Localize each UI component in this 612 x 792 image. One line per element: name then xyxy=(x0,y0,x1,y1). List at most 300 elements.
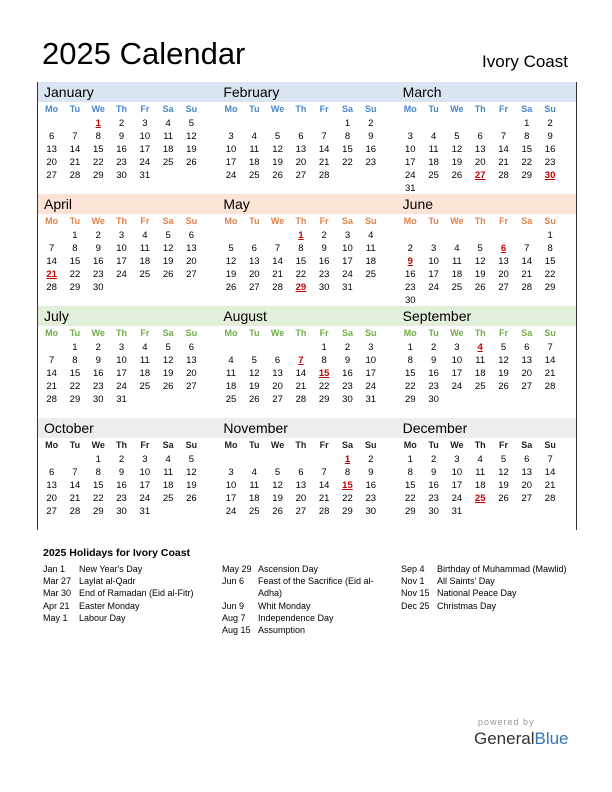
weekday-label: Th xyxy=(116,440,128,450)
weekday-label: Su xyxy=(544,216,556,226)
day-cell: 28 xyxy=(544,381,556,392)
day-cell: 23 xyxy=(116,493,127,504)
day-cell: 6 xyxy=(251,243,257,254)
day-cell: 2 xyxy=(407,243,413,254)
day-cell: 7 xyxy=(321,467,327,478)
day-cell xyxy=(40,453,63,466)
day-cell: 27 xyxy=(498,282,509,293)
weekday-label: We xyxy=(91,440,105,450)
week-row xyxy=(217,169,396,182)
weekday-label: Sa xyxy=(162,216,174,226)
day-cell: 20 xyxy=(186,256,197,267)
month-name: April xyxy=(38,194,217,214)
day-cell: 13 xyxy=(521,355,533,366)
holiday-item xyxy=(401,575,567,587)
day-cell: 16 xyxy=(116,480,127,491)
holiday-item xyxy=(43,563,194,575)
day-cell: 18 xyxy=(139,368,151,379)
week-row xyxy=(217,354,396,367)
day-cell: 23 xyxy=(365,157,377,168)
day-cell: 6 xyxy=(298,467,304,478)
day-cell xyxy=(156,169,179,182)
weekday-label: We xyxy=(450,104,464,114)
day-cell: 3 xyxy=(454,454,460,465)
day-cell: 30 xyxy=(544,170,556,181)
day-cell: 29 xyxy=(69,282,81,293)
weekday-label: We xyxy=(450,328,464,338)
day-cell: 23 xyxy=(92,269,104,280)
day-cell: 6 xyxy=(524,342,530,353)
month-november xyxy=(217,418,396,530)
day-cell xyxy=(422,229,445,242)
day-cell: 13 xyxy=(272,368,283,379)
day-cell: 12 xyxy=(451,144,463,155)
day-cell: 30 xyxy=(92,394,104,405)
day-cell: 10 xyxy=(365,355,377,366)
week-row xyxy=(217,453,396,466)
day-cell: 18 xyxy=(162,480,174,491)
weekday-header xyxy=(217,438,396,453)
week-row xyxy=(38,130,217,143)
weekday-label: Sa xyxy=(521,440,533,450)
day-cell xyxy=(399,117,422,130)
day-cell: 15 xyxy=(544,256,556,267)
day-cell: 30 xyxy=(428,394,439,405)
month-name: December xyxy=(397,418,576,438)
day-cell: 22 xyxy=(318,381,330,392)
day-cell: 26 xyxy=(474,282,486,293)
day-cell: 12 xyxy=(498,467,509,478)
week-row xyxy=(217,505,396,518)
week-row xyxy=(397,466,576,479)
day-cell xyxy=(469,229,492,242)
weekday-label: We xyxy=(270,328,285,338)
day-cell: 25 xyxy=(428,170,439,181)
day-cell: 20 xyxy=(272,381,283,392)
weekday-header xyxy=(217,102,396,117)
day-cell xyxy=(219,453,242,466)
day-cell: 27 xyxy=(474,170,486,181)
week-row xyxy=(397,492,576,505)
day-cell: 6 xyxy=(477,131,483,142)
month-row xyxy=(38,194,576,306)
day-cell xyxy=(110,281,133,294)
day-cell xyxy=(445,393,468,406)
day-cell: 18 xyxy=(474,368,486,379)
day-cell: 6 xyxy=(298,131,304,142)
day-cell: 19 xyxy=(162,256,174,267)
day-cell: 11 xyxy=(249,144,260,155)
day-cell: 19 xyxy=(248,381,260,392)
day-cell: 3 xyxy=(228,131,234,142)
holiday-name: Independence Day xyxy=(258,612,334,623)
week-row xyxy=(38,505,217,518)
weekday-label: Mo xyxy=(403,440,417,450)
day-cell: 11 xyxy=(451,256,462,267)
day-cell: 19 xyxy=(272,157,283,168)
day-cell: 14 xyxy=(46,368,57,379)
day-cell: 29 xyxy=(521,170,533,181)
day-cell: 18 xyxy=(451,269,463,280)
holiday-date: Apr 21 xyxy=(43,600,70,611)
day-cell: 9 xyxy=(95,243,101,254)
weekday-label: Tu xyxy=(428,440,439,450)
day-cell: 4 xyxy=(165,454,171,465)
month-june xyxy=(397,194,576,306)
day-cell: 21 xyxy=(544,368,556,379)
week-row xyxy=(38,492,217,505)
day-cell: 13 xyxy=(186,243,197,254)
weekday-label: Su xyxy=(365,440,377,450)
day-cell: 8 xyxy=(407,355,413,366)
day-cell: 20 xyxy=(186,368,197,379)
day-cell: 14 xyxy=(318,144,330,155)
day-cell: 10 xyxy=(451,355,463,366)
day-cell: 17 xyxy=(342,256,353,267)
weekday-header xyxy=(38,326,217,341)
day-cell: 8 xyxy=(524,131,530,142)
weekday-header xyxy=(397,438,576,453)
day-cell: 1 xyxy=(72,342,78,353)
day-cell: 25 xyxy=(139,269,151,280)
day-cell: 9 xyxy=(118,131,125,142)
weekday-label: Th xyxy=(295,328,307,338)
month-name: October xyxy=(38,418,217,438)
week-row xyxy=(217,156,396,169)
day-cell: 20 xyxy=(521,480,533,491)
day-cell: 23 xyxy=(428,381,439,392)
day-cell: 18 xyxy=(428,157,439,168)
day-cell: 15 xyxy=(92,480,104,491)
holiday-item xyxy=(43,600,194,612)
day-cell: 23 xyxy=(92,381,104,392)
day-cell: 16 xyxy=(116,144,127,155)
day-cell: 11 xyxy=(139,355,150,366)
holiday-item xyxy=(43,612,194,624)
weekday-label: Fr xyxy=(140,104,150,114)
week-row xyxy=(397,393,576,406)
day-cell: 5 xyxy=(454,131,460,142)
weekday-label: Mo xyxy=(224,104,238,114)
day-cell xyxy=(469,505,492,518)
month-row xyxy=(38,306,576,418)
day-cell: 16 xyxy=(365,144,377,155)
day-cell: 12 xyxy=(474,256,486,267)
day-cell: 9 xyxy=(321,243,327,254)
day-cell: 24 xyxy=(116,269,127,280)
holiday-item xyxy=(222,587,374,599)
holidays-title: 2025 Holidays for Ivory Coast xyxy=(43,547,191,559)
holiday-name: New Year's Day xyxy=(79,564,143,574)
day-cell: 18 xyxy=(225,381,237,392)
day-cell: 14 xyxy=(544,355,556,366)
day-cell: 24 xyxy=(451,381,463,392)
day-cell: 20 xyxy=(248,269,260,280)
day-cell: 27 xyxy=(46,170,57,181)
day-cell xyxy=(399,229,422,242)
day-cell: 25 xyxy=(162,493,174,504)
week-row xyxy=(38,169,217,182)
day-cell: 29 xyxy=(69,394,81,405)
day-cell xyxy=(63,117,86,130)
day-cell: 28 xyxy=(69,506,81,517)
day-cell: 2 xyxy=(118,118,125,129)
weekday-label: Fr xyxy=(140,440,150,450)
day-cell: 19 xyxy=(162,368,174,379)
weekday-label: Th xyxy=(474,440,486,450)
day-cell: 13 xyxy=(295,144,307,155)
day-cell xyxy=(266,341,289,354)
day-cell: 6 xyxy=(49,131,55,142)
month-name: June xyxy=(397,194,576,214)
holiday-item xyxy=(401,587,567,599)
day-cell: 22 xyxy=(405,493,416,504)
day-cell xyxy=(492,393,515,406)
weekday-label: Th xyxy=(474,104,486,114)
day-cell: 25 xyxy=(225,394,237,405)
day-cell: 14 xyxy=(69,480,81,491)
day-cell: 2 xyxy=(368,118,374,129)
day-cell: 17 xyxy=(116,256,127,267)
day-cell: 1 xyxy=(321,342,327,353)
holiday-name: Labour Day xyxy=(79,612,126,623)
day-cell: 6 xyxy=(188,342,195,353)
weekday-label: Su xyxy=(365,216,377,226)
day-cell: 12 xyxy=(162,243,174,254)
day-cell: 11 xyxy=(139,243,150,254)
day-cell: 27 xyxy=(186,381,197,392)
day-cell: 30 xyxy=(318,282,330,293)
week-row xyxy=(38,268,217,281)
weekday-header xyxy=(38,438,217,453)
day-cell xyxy=(359,281,382,294)
day-cell: 31 xyxy=(405,183,416,194)
weekday-header xyxy=(38,214,217,229)
day-cell: 29 xyxy=(342,506,353,517)
holiday-name: Easter Monday xyxy=(79,600,140,611)
day-cell: 16 xyxy=(318,256,330,267)
holiday-name: National Peace Day xyxy=(437,588,517,599)
day-cell: 15 xyxy=(405,480,416,491)
day-cell: 4 xyxy=(142,342,148,353)
weekday-label: Mo xyxy=(403,328,417,338)
week-row xyxy=(397,505,576,518)
day-cell: 14 xyxy=(295,368,307,379)
day-cell: 12 xyxy=(248,368,260,379)
day-cell: 17 xyxy=(451,480,463,491)
month-name: September xyxy=(397,306,576,326)
weekday-label: Tu xyxy=(428,216,439,226)
day-cell: 17 xyxy=(225,157,237,168)
month-name: May xyxy=(217,194,396,214)
weekday-label: Su xyxy=(544,104,556,114)
day-cell: 8 xyxy=(407,467,413,478)
day-cell: 12 xyxy=(225,256,237,267)
day-cell: 29 xyxy=(405,506,416,517)
week-row xyxy=(397,453,576,466)
day-cell: 18 xyxy=(474,480,486,491)
day-cell: 8 xyxy=(321,355,327,366)
day-cell: 27 xyxy=(521,493,533,504)
week-row xyxy=(38,393,217,406)
weekday-label: Tu xyxy=(428,328,439,338)
day-cell: 27 xyxy=(295,506,307,517)
weekday-label: Su xyxy=(365,104,377,114)
day-cell: 14 xyxy=(272,256,283,267)
day-cell: 14 xyxy=(544,467,556,478)
day-cell: 25 xyxy=(248,170,260,181)
day-cell: 9 xyxy=(368,131,374,142)
day-cell: 4 xyxy=(430,131,437,142)
day-cell: 5 xyxy=(165,230,171,241)
day-cell: 20 xyxy=(295,157,307,168)
day-cell xyxy=(63,453,86,466)
day-cell: 10 xyxy=(405,144,416,155)
week-row xyxy=(397,354,576,367)
weekday-label: We xyxy=(91,104,105,114)
day-cell: 9 xyxy=(407,256,413,267)
day-cell: 5 xyxy=(251,355,257,366)
month-february xyxy=(217,82,396,194)
day-cell: 26 xyxy=(186,157,197,168)
day-cell xyxy=(40,341,63,354)
day-cell: 2 xyxy=(547,118,553,129)
week-row xyxy=(397,255,576,268)
week-row xyxy=(397,479,576,492)
day-cell: 29 xyxy=(92,506,104,517)
day-cell xyxy=(243,341,266,354)
day-cell: 29 xyxy=(295,282,307,293)
day-cell: 12 xyxy=(162,355,174,366)
day-cell: 29 xyxy=(92,170,104,181)
day-cell: 21 xyxy=(69,157,81,168)
week-row xyxy=(397,242,576,255)
week-row xyxy=(217,466,396,479)
weekday-label: Tu xyxy=(69,328,81,338)
week-row xyxy=(217,281,396,294)
week-row xyxy=(38,466,217,479)
day-cell: 21 xyxy=(521,269,533,280)
day-cell: 2 xyxy=(321,230,327,241)
day-cell xyxy=(469,393,492,406)
day-cell: 18 xyxy=(365,256,377,267)
day-cell: 24 xyxy=(116,381,127,392)
weekday-label: Fr xyxy=(498,440,508,450)
day-cell: 4 xyxy=(228,355,234,366)
day-cell: 1 xyxy=(72,230,78,241)
brand-blue: Blue xyxy=(534,729,569,748)
day-cell: 6 xyxy=(49,467,55,478)
day-cell: 29 xyxy=(318,394,330,405)
month-name: January xyxy=(38,82,217,102)
day-cell xyxy=(422,117,445,130)
day-cell xyxy=(445,117,468,130)
day-cell: 18 xyxy=(162,144,174,155)
day-cell: 22 xyxy=(342,493,353,504)
day-cell: 20 xyxy=(474,157,486,168)
day-cell: 28 xyxy=(521,282,533,293)
day-cell: 22 xyxy=(342,157,353,168)
weekday-label: Th xyxy=(295,216,307,226)
weekday-label: Fr xyxy=(319,216,329,226)
holiday-name: Christmas Day xyxy=(437,600,497,611)
month-name: July xyxy=(38,306,217,326)
day-cell: 7 xyxy=(72,467,78,478)
day-cell: 10 xyxy=(139,131,151,142)
week-row xyxy=(38,229,217,242)
day-cell: 12 xyxy=(272,480,283,491)
weekday-label: Sa xyxy=(162,440,174,450)
day-cell: 25 xyxy=(162,157,174,168)
day-cell: 26 xyxy=(186,493,197,504)
holiday-column-2 xyxy=(222,563,374,636)
holiday-item xyxy=(222,612,374,624)
day-cell: 22 xyxy=(544,269,556,280)
week-row xyxy=(397,268,576,281)
day-cell: 26 xyxy=(451,170,463,181)
day-cell xyxy=(243,229,266,242)
day-cell xyxy=(266,117,289,130)
weekday-label: Tu xyxy=(69,104,81,114)
day-cell: 17 xyxy=(116,368,127,379)
month-january xyxy=(38,82,217,194)
day-cell: 22 xyxy=(92,157,104,168)
week-row xyxy=(397,130,576,143)
month-august xyxy=(217,306,396,418)
day-cell: 12 xyxy=(272,144,283,155)
day-cell xyxy=(538,505,561,518)
weekday-header xyxy=(217,326,396,341)
day-cell: 13 xyxy=(474,144,486,155)
day-cell: 25 xyxy=(474,381,486,392)
day-cell xyxy=(133,393,156,406)
day-cell: 6 xyxy=(500,243,507,254)
day-cell: 7 xyxy=(298,355,304,366)
weekday-label: We xyxy=(450,440,464,450)
day-cell: 4 xyxy=(454,243,460,254)
generalblue-logo[interactable] xyxy=(474,729,569,749)
day-cell xyxy=(515,393,538,406)
day-cell xyxy=(313,453,336,466)
week-row xyxy=(38,453,217,466)
day-cell: 3 xyxy=(454,342,460,353)
week-row xyxy=(217,492,396,505)
country-name: Ivory Coast xyxy=(482,52,568,71)
day-cell xyxy=(180,169,203,182)
day-cell: 10 xyxy=(225,480,237,491)
day-cell: 20 xyxy=(521,368,533,379)
weekday-label: Fr xyxy=(319,104,329,114)
day-cell: 23 xyxy=(318,269,330,280)
day-cell: 31 xyxy=(342,282,353,293)
day-cell: 14 xyxy=(521,256,533,267)
day-cell: 28 xyxy=(295,394,307,405)
week-row xyxy=(217,117,396,130)
day-cell: 27 xyxy=(295,170,307,181)
day-cell: 27 xyxy=(521,381,533,392)
day-cell: 7 xyxy=(49,243,55,254)
day-cell: 10 xyxy=(451,467,463,478)
day-cell: 3 xyxy=(368,342,374,353)
day-cell: 27 xyxy=(272,394,283,405)
weekday-label: Th xyxy=(474,328,486,338)
month-name: August xyxy=(217,306,396,326)
day-cell: 5 xyxy=(500,454,507,465)
day-cell: 28 xyxy=(46,282,57,293)
week-row xyxy=(38,354,217,367)
holiday-name: Ascension Day xyxy=(258,564,319,574)
day-cell xyxy=(40,117,63,130)
